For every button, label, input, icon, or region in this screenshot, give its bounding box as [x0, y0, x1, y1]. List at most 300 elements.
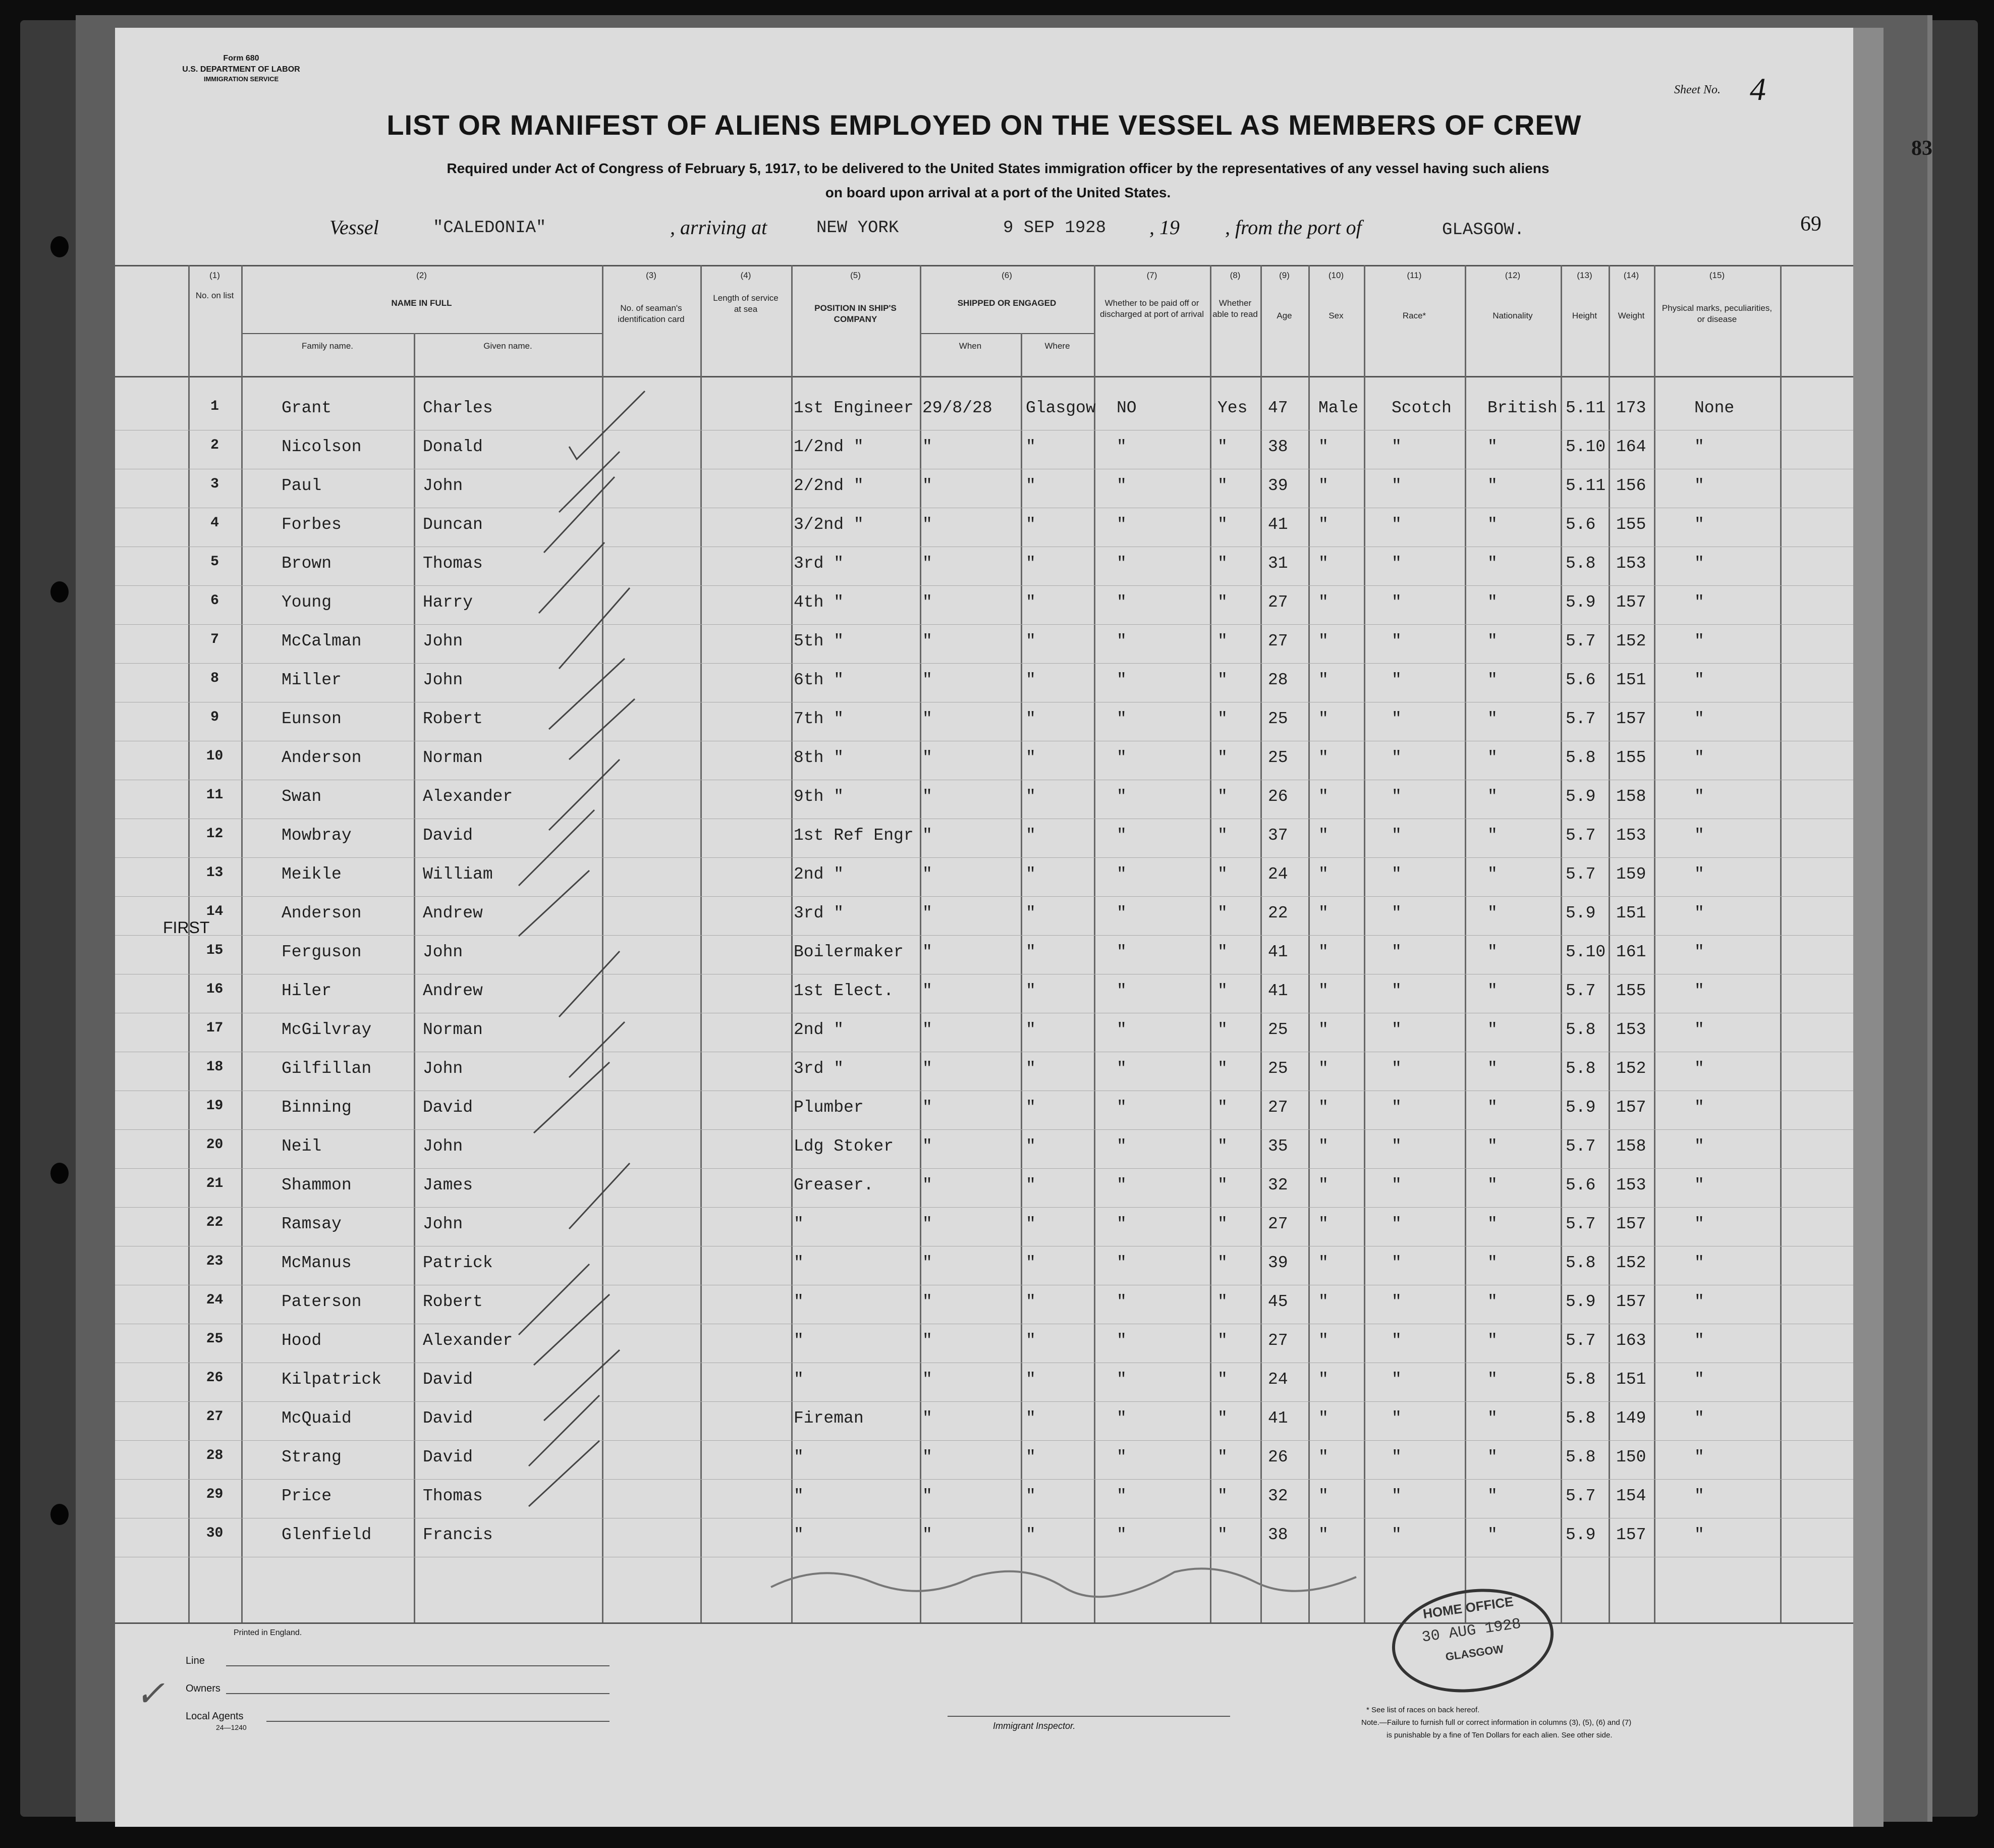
- shipped-when: ": [922, 554, 932, 573]
- row-number: 26: [206, 1370, 224, 1386]
- sex: ": [1318, 943, 1328, 961]
- shipped-when: ": [922, 1331, 932, 1350]
- shipped-where: ": [1026, 1448, 1036, 1466]
- family-name: Ramsay: [282, 1215, 342, 1233]
- stamp-date: 30 AUG 1928: [1420, 1615, 1522, 1647]
- shipped-where: ": [1026, 1292, 1036, 1311]
- from-label: , from the port of: [1225, 216, 1362, 239]
- age: 24: [1268, 865, 1288, 884]
- position: Greaser.: [794, 1176, 874, 1194]
- age: 25: [1268, 1020, 1288, 1039]
- physical-marks: ": [1694, 1215, 1704, 1233]
- able-to-read: ": [1217, 904, 1228, 922]
- physical-marks: ": [1694, 1098, 1704, 1117]
- name-subheader-rule: [241, 333, 602, 334]
- shipped-when: ": [922, 826, 932, 845]
- row-number: 14: [206, 904, 224, 919]
- sex: ": [1318, 865, 1328, 884]
- arriving-label: , arriving at: [670, 216, 767, 239]
- row-number: 2: [210, 438, 219, 453]
- race: ": [1392, 1098, 1402, 1117]
- family-name: Hood: [282, 1331, 322, 1350]
- nationality: ": [1487, 1137, 1498, 1156]
- weight: 153: [1616, 1020, 1646, 1039]
- colnum-6: (6): [1002, 270, 1012, 280]
- age: 32: [1268, 1176, 1288, 1194]
- age: 27: [1268, 632, 1288, 650]
- header-height: Height: [1572, 311, 1597, 320]
- row-number: 1: [210, 399, 219, 414]
- position: 8th ": [794, 748, 844, 767]
- age: 47: [1268, 399, 1288, 417]
- weight: 161: [1616, 943, 1646, 961]
- age: 25: [1268, 710, 1288, 728]
- nationality: ": [1487, 865, 1498, 884]
- height: 5.8: [1566, 554, 1596, 573]
- arrival-port: NEW YORK: [816, 219, 899, 238]
- nationality: ": [1487, 1370, 1498, 1389]
- checkmarks-overlay: [115, 376, 1853, 1622]
- physical-marks: ": [1694, 1370, 1704, 1389]
- race: ": [1392, 632, 1402, 650]
- shipped-when: ": [922, 1526, 932, 1544]
- race: ": [1392, 1059, 1402, 1078]
- row-number: 19: [206, 1098, 224, 1114]
- nationality: ": [1487, 943, 1498, 961]
- family-name: Brown: [282, 554, 332, 573]
- nationality: ": [1487, 1215, 1498, 1233]
- physical-marks: ": [1694, 865, 1704, 884]
- inspector-signature: [761, 1542, 1467, 1607]
- given-name: Norman: [423, 1020, 483, 1039]
- sex: ": [1318, 1059, 1328, 1078]
- physical-marks: ": [1694, 554, 1704, 573]
- shipped-where: ": [1026, 593, 1036, 612]
- sex: ": [1318, 1370, 1328, 1389]
- position: ": [794, 1526, 804, 1544]
- table-bottom-rule: [115, 1622, 1853, 1624]
- physical-marks: ": [1694, 438, 1704, 456]
- family-name: Young: [282, 593, 332, 612]
- footer-code: 24—1240: [216, 1723, 247, 1731]
- vessel-label: Vessel: [329, 216, 379, 239]
- given-name: Andrew: [423, 904, 483, 922]
- nationality: ": [1487, 826, 1498, 845]
- physical-marks: ": [1694, 982, 1704, 1000]
- age: 35: [1268, 1137, 1288, 1156]
- physical-marks: ": [1694, 1448, 1704, 1466]
- age: 38: [1268, 438, 1288, 456]
- stamp-top-text: HOME OFFICE: [1422, 1594, 1515, 1622]
- weight: 157: [1616, 1526, 1646, 1544]
- shipped-where: ": [1026, 554, 1036, 573]
- weight: 152: [1616, 1254, 1646, 1272]
- row-number: 29: [206, 1487, 224, 1502]
- able-to-read: ": [1217, 593, 1228, 612]
- position: ": [794, 1331, 804, 1350]
- sex: ": [1318, 515, 1328, 534]
- shipped-where: Glasgow: [1026, 399, 1096, 417]
- margin-number: 83: [1911, 137, 1932, 160]
- given-name: Donald: [423, 438, 483, 456]
- row-number: 21: [206, 1176, 224, 1191]
- height: 5.8: [1566, 748, 1596, 767]
- able-to-read: Yes: [1217, 399, 1248, 417]
- weight: 151: [1616, 904, 1646, 922]
- shipped-where: ": [1026, 632, 1036, 650]
- given-name: Harry: [423, 593, 473, 612]
- able-to-read: ": [1217, 1215, 1228, 1233]
- weight: 155: [1616, 515, 1646, 534]
- shipped-when: ": [922, 593, 932, 612]
- header-id-card: No. of seaman's identification card: [618, 303, 685, 324]
- given-name: Francis: [423, 1526, 493, 1544]
- nationality: ": [1487, 1331, 1498, 1350]
- age: 27: [1268, 1215, 1288, 1233]
- sex: ": [1318, 1215, 1328, 1233]
- paid-off: ": [1117, 438, 1127, 456]
- nationality: ": [1487, 1448, 1498, 1466]
- able-to-read: ": [1217, 1448, 1228, 1466]
- physical-marks: ": [1694, 1176, 1704, 1194]
- able-to-read: ": [1217, 1409, 1228, 1428]
- position: ": [794, 1487, 804, 1505]
- height: 5.10: [1566, 943, 1606, 961]
- family-name: Eunson: [282, 710, 342, 728]
- physical-marks: ": [1694, 671, 1704, 689]
- sex: ": [1318, 826, 1328, 845]
- height: 5.8: [1566, 1254, 1596, 1272]
- shipped-when: ": [922, 1176, 932, 1194]
- sex: ": [1318, 1409, 1328, 1428]
- height: 5.9: [1566, 787, 1596, 806]
- able-to-read: ": [1217, 787, 1228, 806]
- age: 24: [1268, 1370, 1288, 1389]
- given-name: John: [423, 943, 463, 961]
- given-name: David: [423, 1448, 473, 1466]
- vessel-name: "CALEDONIA": [433, 219, 546, 238]
- subtitle-line-2: on board upon arrival at a port of the United States.: [825, 185, 1171, 200]
- given-name: William: [423, 865, 493, 884]
- family-name: Mowbray: [282, 826, 352, 845]
- position: ": [794, 1370, 804, 1389]
- position: 4th ": [794, 593, 844, 612]
- race: ": [1392, 1331, 1402, 1350]
- able-to-read: ": [1217, 1526, 1228, 1544]
- sex: ": [1318, 1448, 1328, 1466]
- colnum-14: (14): [1623, 270, 1639, 280]
- physical-marks: ": [1694, 593, 1704, 612]
- given-name: John: [423, 476, 463, 495]
- height: 5.11: [1566, 399, 1606, 417]
- row-number: 7: [210, 632, 219, 647]
- paid-off: ": [1117, 904, 1127, 922]
- shipped-where: ": [1026, 982, 1036, 1000]
- header-where: Where: [1044, 341, 1070, 351]
- race: ": [1392, 438, 1402, 456]
- able-to-read: ": [1217, 1059, 1228, 1078]
- able-to-read: ": [1217, 1331, 1228, 1350]
- able-to-read: ": [1217, 554, 1228, 573]
- table-top-rule: [115, 265, 1853, 266]
- age: 27: [1268, 1098, 1288, 1117]
- paid-off: ": [1117, 1448, 1127, 1466]
- row-number: 6: [210, 593, 219, 609]
- position: 1st Engineer: [794, 399, 914, 417]
- sex: ": [1318, 982, 1328, 1000]
- position: Boilermaker: [794, 943, 904, 961]
- shipped-where: ": [1026, 826, 1036, 845]
- page-number: 69: [1800, 212, 1821, 236]
- form-header: [176, 53, 307, 84]
- position: 7th ": [794, 710, 844, 728]
- position: 2nd ": [794, 1020, 844, 1039]
- age: 22: [1268, 904, 1288, 922]
- height: 5.9: [1566, 1292, 1596, 1311]
- row-number: 5: [210, 554, 219, 570]
- race: Scotch: [1392, 399, 1452, 417]
- penalty-note-2: is punishable by a fine of Ten Dollars for each alien. See other side.: [1387, 1731, 1613, 1740]
- physical-marks: ": [1694, 1059, 1704, 1078]
- physical-marks: ": [1694, 826, 1704, 845]
- family-name: Anderson: [282, 748, 362, 767]
- given-name: Thomas: [423, 554, 483, 573]
- header-sex: Sex: [1328, 311, 1344, 320]
- shipped-subheader-rule: [920, 333, 1094, 334]
- inspector-rule: [948, 1716, 1230, 1717]
- position: 1st Ref Engr: [794, 826, 914, 845]
- form-number: Form 680: [223, 54, 259, 63]
- shipped-where: ": [1026, 1254, 1036, 1272]
- weight: 173: [1616, 399, 1646, 417]
- header-name-in-full: NAME IN FULL: [391, 298, 452, 308]
- nationality: ": [1487, 1254, 1498, 1272]
- binder-ring-hole: [50, 1504, 69, 1525]
- family-name: Miller: [282, 671, 342, 689]
- able-to-read: ": [1217, 1254, 1228, 1272]
- row-number: 22: [206, 1215, 224, 1230]
- row-number: 15: [206, 943, 224, 958]
- paid-off: ": [1117, 787, 1127, 806]
- sex: ": [1318, 1020, 1328, 1039]
- family-name: Forbes: [282, 515, 342, 534]
- able-to-read: ": [1217, 1487, 1228, 1505]
- able-to-read: ": [1217, 943, 1228, 961]
- binder-ring-hole: [50, 1163, 69, 1184]
- family-name: Nicolson: [282, 438, 362, 456]
- footer-owners-rule: [226, 1693, 610, 1694]
- age: 37: [1268, 826, 1288, 845]
- paid-off: ": [1117, 1331, 1127, 1350]
- position: Ldg Stoker: [794, 1137, 894, 1156]
- row-number: 13: [206, 865, 224, 881]
- sex: ": [1318, 632, 1328, 650]
- position: ": [794, 1254, 804, 1272]
- physical-marks: ": [1694, 787, 1704, 806]
- sex: ": [1318, 904, 1328, 922]
- family-name: Price: [282, 1487, 332, 1505]
- age: 31: [1268, 554, 1288, 573]
- footer-agents-label: Local Agents: [186, 1711, 244, 1722]
- paid-off: ": [1117, 1098, 1127, 1117]
- row-number: 12: [206, 826, 224, 842]
- race: ": [1392, 1526, 1402, 1544]
- subtitle-line-1: Required under Act of Congress of February 5, 1917, to be delivered to the United States immigration officer by the representatives of any vessel having such aliens: [447, 160, 1549, 176]
- physical-marks: ": [1694, 1020, 1704, 1039]
- sex: ": [1318, 1254, 1328, 1272]
- age: 32: [1268, 1487, 1288, 1505]
- family-name: McGilvray: [282, 1020, 372, 1039]
- sex: ": [1318, 1137, 1328, 1156]
- weight: 151: [1616, 1370, 1646, 1389]
- colnum-8: (8): [1230, 270, 1241, 280]
- department: U.S. DEPARTMENT OF LABOR: [182, 65, 300, 74]
- physical-marks: ": [1694, 1331, 1704, 1350]
- height: 5.7: [1566, 632, 1596, 650]
- age: 27: [1268, 593, 1288, 612]
- family-name: Paterson: [282, 1292, 362, 1311]
- given-name: Duncan: [423, 515, 483, 534]
- nationality: ": [1487, 748, 1498, 767]
- nationality: ": [1487, 1176, 1498, 1194]
- age: 41: [1268, 982, 1288, 1000]
- paid-off: ": [1117, 826, 1127, 845]
- colnum-11: (11): [1407, 270, 1422, 280]
- paid-off: ": [1117, 710, 1127, 728]
- given-name: John: [423, 632, 463, 650]
- shipped-when: 29/8/28: [922, 399, 992, 417]
- age: 45: [1268, 1292, 1288, 1311]
- race: ": [1392, 671, 1402, 689]
- printed-note: Printed in England.: [234, 1628, 302, 1637]
- sex: ": [1318, 671, 1328, 689]
- family-name: Grant: [282, 399, 332, 417]
- shipped-when: ": [922, 515, 932, 534]
- height: 5.7: [1566, 865, 1596, 884]
- footer-line-rule: [226, 1665, 610, 1666]
- position: 3rd ": [794, 1059, 844, 1078]
- weight: 164: [1616, 438, 1646, 456]
- colnum-10: (10): [1328, 270, 1344, 280]
- header-weight: Weight: [1618, 311, 1645, 320]
- given-name: John: [423, 671, 463, 689]
- position: 9th ": [794, 787, 844, 806]
- sex: ": [1318, 1487, 1328, 1505]
- family-name: McManus: [282, 1254, 352, 1272]
- age: 26: [1268, 1448, 1288, 1466]
- family-name: Strang: [282, 1448, 342, 1466]
- physical-marks: ": [1694, 943, 1704, 961]
- weight: 157: [1616, 593, 1646, 612]
- height: 5.11: [1566, 476, 1606, 495]
- position: ": [794, 1292, 804, 1311]
- family-name: McCalman: [282, 632, 362, 650]
- position: ": [794, 1448, 804, 1466]
- height: 5.7: [1566, 1487, 1596, 1505]
- sex: ": [1318, 1526, 1328, 1544]
- weight: 163: [1616, 1331, 1646, 1350]
- paid-off: ": [1117, 632, 1127, 650]
- shipped-where: ": [1026, 1215, 1036, 1233]
- header-no-on-list: No. on list: [195, 291, 234, 300]
- shipped-where: ": [1026, 748, 1036, 767]
- nationality: ": [1487, 671, 1498, 689]
- weight: 154: [1616, 1487, 1646, 1505]
- given-name: Robert: [423, 1292, 483, 1311]
- position: 5th ": [794, 632, 844, 650]
- shipped-where: ": [1026, 1059, 1036, 1078]
- height: 5.7: [1566, 1331, 1596, 1350]
- given-name: Andrew: [423, 982, 483, 1000]
- paid-off: ": [1117, 1215, 1127, 1233]
- given-name: David: [423, 826, 473, 845]
- shipped-when: ": [922, 1137, 932, 1156]
- nationality: ": [1487, 1409, 1498, 1428]
- shipped-when: ": [922, 1409, 932, 1428]
- height: 5.7: [1566, 982, 1596, 1000]
- physical-marks: ": [1694, 710, 1704, 728]
- able-to-read: ": [1217, 1098, 1228, 1117]
- nationality: ": [1487, 710, 1498, 728]
- height: 5.8: [1566, 1409, 1596, 1428]
- header-able-to-read: Whether able to read: [1212, 298, 1258, 319]
- shipped-when: ": [922, 1254, 932, 1272]
- race: ": [1392, 1487, 1402, 1505]
- given-name: John: [423, 1059, 463, 1078]
- family-name: Neil: [282, 1137, 322, 1156]
- shipped-when: ": [922, 1215, 932, 1233]
- row-number: 16: [206, 982, 224, 997]
- able-to-read: ": [1217, 1292, 1228, 1311]
- shipped-where: ": [1026, 1137, 1036, 1156]
- given-name: Alexander: [423, 787, 513, 806]
- race: ": [1392, 1215, 1402, 1233]
- shipped-where: ": [1026, 438, 1036, 456]
- physical-marks: ": [1694, 632, 1704, 650]
- race: ": [1392, 826, 1402, 845]
- physical-marks: None: [1694, 399, 1735, 417]
- row-number: 18: [206, 1059, 224, 1075]
- height: 5.6: [1566, 671, 1596, 689]
- race: ": [1392, 1254, 1402, 1272]
- shipped-when: ": [922, 1448, 932, 1466]
- weight: 153: [1616, 554, 1646, 573]
- position: 2/2nd ": [794, 476, 864, 495]
- colnum-1: (1): [209, 270, 220, 280]
- nationality: ": [1487, 904, 1498, 922]
- shipped-where: ": [1026, 1409, 1036, 1428]
- shipped-when: ": [922, 1370, 932, 1389]
- header-nationality: Nationality: [1492, 311, 1533, 320]
- sheet-label: Sheet No.: [1674, 83, 1721, 96]
- given-name: David: [423, 1409, 473, 1428]
- race: ": [1392, 748, 1402, 767]
- shipped-where: ": [1026, 1020, 1036, 1039]
- footer-agents-rule: [266, 1721, 610, 1722]
- position: 6th ": [794, 671, 844, 689]
- height: 5.9: [1566, 593, 1596, 612]
- position: 3/2nd ": [794, 515, 864, 534]
- shipped-where: ": [1026, 515, 1036, 534]
- nationality: ": [1487, 438, 1498, 456]
- sex: ": [1318, 554, 1328, 573]
- weight: 158: [1616, 1137, 1646, 1156]
- weight: 153: [1616, 826, 1646, 845]
- family-name: Swan: [282, 787, 322, 806]
- binder-ring-hole: [50, 236, 69, 257]
- row-number: 30: [206, 1526, 224, 1541]
- given-name: Thomas: [423, 1487, 483, 1505]
